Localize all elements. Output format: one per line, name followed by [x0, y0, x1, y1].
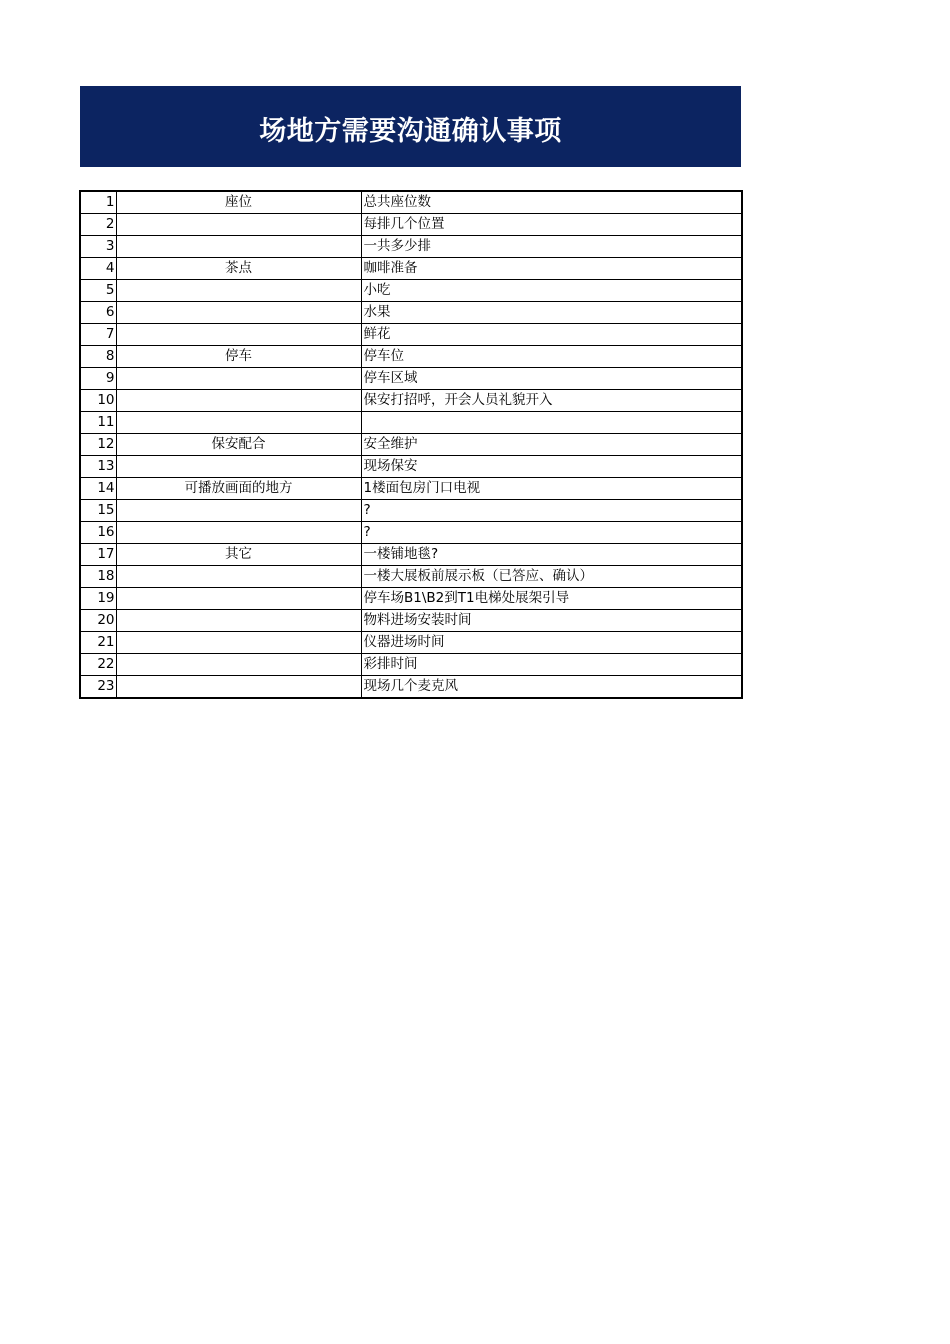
row-number-cell[interactable]: 4: [80, 258, 116, 280]
row-number-cell[interactable]: 22: [80, 654, 116, 676]
category-cell[interactable]: 其它: [116, 544, 361, 566]
category-cell[interactable]: 停车: [116, 346, 361, 368]
category-cell[interactable]: [116, 390, 361, 412]
row-number-cell[interactable]: 1: [80, 191, 116, 214]
category-cell[interactable]: 保安配合: [116, 434, 361, 456]
table-row: [80, 236, 742, 258]
item-cell[interactable]: 总共座位数: [361, 191, 742, 214]
item-cell[interactable]: 仪器进场时间: [361, 632, 742, 654]
category-cell[interactable]: [116, 456, 361, 478]
table-row: [80, 544, 742, 566]
table-row: [80, 654, 742, 676]
item-cell[interactable]: 现场几个麦克风: [361, 676, 742, 699]
row-number-cell[interactable]: 14: [80, 478, 116, 500]
checklist-table: [79, 190, 743, 699]
page-title: 场地方需要沟通确认事项: [259, 116, 562, 147]
row-number-cell[interactable]: 21: [80, 632, 116, 654]
row-number-cell[interactable]: 15: [80, 500, 116, 522]
table-row: [80, 478, 742, 500]
table-row: [80, 566, 742, 588]
category-cell[interactable]: [116, 610, 361, 632]
row-number-cell[interactable]: 8: [80, 346, 116, 368]
row-number-cell[interactable]: 2: [80, 214, 116, 236]
item-cell[interactable]: 1楼面包房门口电视: [361, 478, 742, 500]
category-cell[interactable]: [116, 412, 361, 434]
category-cell[interactable]: [116, 500, 361, 522]
item-cell[interactable]: 小吃: [361, 280, 742, 302]
category-cell[interactable]: [116, 676, 361, 699]
row-number-cell[interactable]: 23: [80, 676, 116, 699]
category-cell[interactable]: [116, 522, 361, 544]
item-cell[interactable]: 咖啡准备: [361, 258, 742, 280]
category-cell[interactable]: [116, 302, 361, 324]
row-number-cell[interactable]: 20: [80, 610, 116, 632]
row-number-cell[interactable]: 3: [80, 236, 116, 258]
category-cell[interactable]: [116, 280, 361, 302]
item-cell[interactable]: 物料进场安装时间: [361, 610, 742, 632]
item-cell[interactable]: 停车位: [361, 346, 742, 368]
item-cell[interactable]: 鲜花: [361, 324, 742, 346]
category-cell[interactable]: [116, 632, 361, 654]
item-cell[interactable]: 停车区域: [361, 368, 742, 390]
table-row: [80, 258, 742, 280]
category-cell[interactable]: [116, 236, 361, 258]
row-number-cell[interactable]: 5: [80, 280, 116, 302]
item-cell[interactable]: 彩排时间: [361, 654, 742, 676]
item-cell[interactable]: 一楼大展板前展示板（已答应、确认）: [361, 566, 742, 588]
item-cell[interactable]: 一楼铺地毯?: [361, 544, 742, 566]
table-row: [80, 522, 742, 544]
row-number-cell[interactable]: 19: [80, 588, 116, 610]
table-row: [80, 456, 742, 478]
item-cell[interactable]: 保安打招呼，开会人员礼貌开入: [361, 390, 742, 412]
table-row: [80, 346, 742, 368]
item-cell[interactable]: 安全维护: [361, 434, 742, 456]
table-row: [80, 632, 742, 654]
category-cell[interactable]: [116, 324, 361, 346]
table-row: [80, 280, 742, 302]
table-row: [80, 368, 742, 390]
table-row: [80, 610, 742, 632]
row-number-cell[interactable]: 10: [80, 390, 116, 412]
table-row: [80, 500, 742, 522]
row-number-cell[interactable]: 18: [80, 566, 116, 588]
title-banner: [80, 86, 741, 167]
item-cell[interactable]: [361, 412, 742, 434]
item-cell[interactable]: 每排几个位置: [361, 214, 742, 236]
table-row: [80, 588, 742, 610]
category-cell[interactable]: [116, 214, 361, 236]
item-cell[interactable]: 现场保安: [361, 456, 742, 478]
item-cell[interactable]: 水果: [361, 302, 742, 324]
table-row: [80, 412, 742, 434]
table-row: [80, 191, 742, 214]
category-cell[interactable]: [116, 368, 361, 390]
row-number-cell[interactable]: 11: [80, 412, 116, 434]
category-cell[interactable]: 座位: [116, 191, 361, 214]
row-number-cell[interactable]: 17: [80, 544, 116, 566]
item-cell[interactable]: 停车场B1\B2到T1电梯处展架引导: [361, 588, 742, 610]
item-cell[interactable]: ?: [361, 522, 742, 544]
category-cell[interactable]: 茶点: [116, 258, 361, 280]
checklist-table-body: [80, 191, 742, 698]
category-cell[interactable]: [116, 588, 361, 610]
row-number-cell[interactable]: 16: [80, 522, 116, 544]
table-row: [80, 302, 742, 324]
row-number-cell[interactable]: 13: [80, 456, 116, 478]
table-row: [80, 390, 742, 412]
category-cell[interactable]: [116, 566, 361, 588]
row-number-cell[interactable]: 9: [80, 368, 116, 390]
category-cell[interactable]: [116, 654, 361, 676]
table-row: [80, 676, 742, 699]
table-row: [80, 324, 742, 346]
table-row: [80, 434, 742, 456]
row-number-cell[interactable]: 7: [80, 324, 116, 346]
item-cell[interactable]: 一共多少排: [361, 236, 742, 258]
row-number-cell[interactable]: 12: [80, 434, 116, 456]
category-cell[interactable]: 可播放画面的地方: [116, 478, 361, 500]
row-number-cell[interactable]: 6: [80, 302, 116, 324]
item-cell[interactable]: ?: [361, 500, 742, 522]
table-row: [80, 214, 742, 236]
